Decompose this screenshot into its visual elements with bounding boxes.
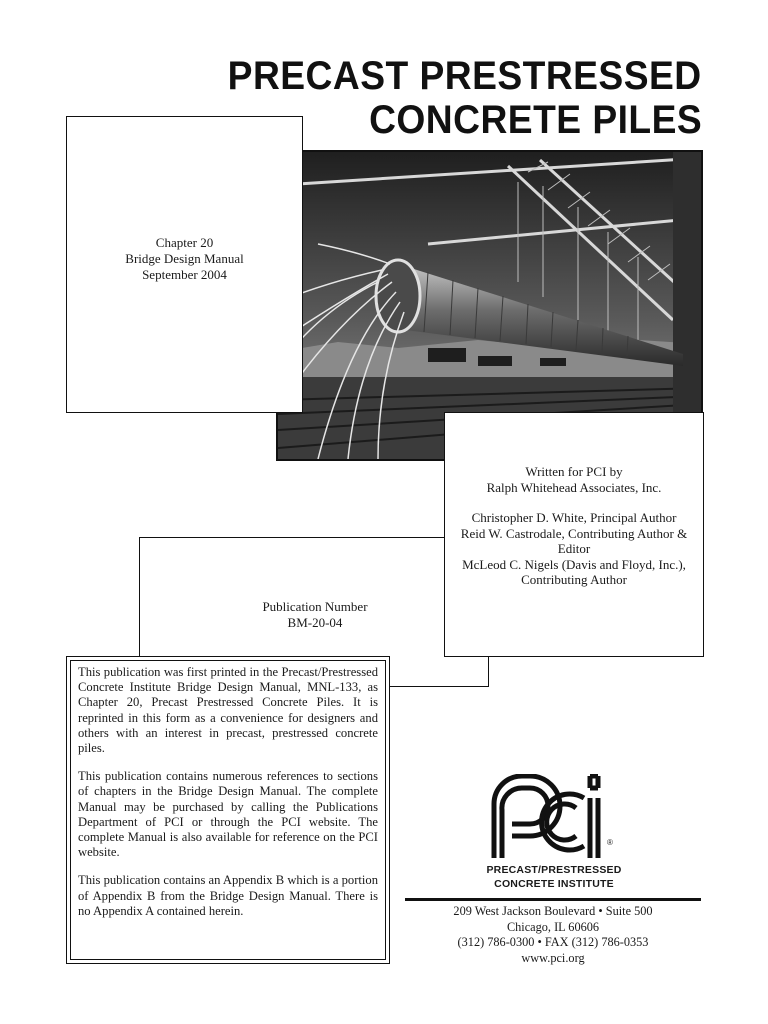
- contributing-author: McLeod C. Nigels (Davis and Floyd, Inc.), Contributing Author: [462, 556, 686, 587]
- publication-date: September 2004: [142, 267, 227, 282]
- registered-mark: ®: [607, 838, 613, 847]
- note-paragraph: This publication contains an Appendix B which is a portion of Appendix B from the Bridge Design Manual. There is no Appendix A contained herein.: [78, 873, 378, 918]
- address-phone: (312) 786-0300 • FAX (312) 786-0353: [457, 935, 649, 949]
- publication-number: BM-20-04: [287, 615, 343, 630]
- address-divider: [405, 898, 701, 901]
- contributing-author-editor: Reid W. Castrodale, Contributing Author & Editor: [460, 525, 688, 556]
- address-website[interactable]: www.pci.org: [521, 950, 585, 965]
- address-city: Chicago, IL 60606: [506, 919, 600, 934]
- chapter-info-box: [66, 116, 303, 413]
- logo-line-2: CONCRETE INSTITUTE: [494, 878, 614, 890]
- address-street: 209 West Jackson Boulevard • Suite 500: [453, 904, 653, 918]
- logo-line-1: PRECAST/PRESTRESSED: [486, 864, 622, 876]
- address-block: [405, 904, 701, 966]
- author-firm: Ralph Whitehead Associates, Inc.: [486, 479, 662, 495]
- pci-logo-mark: [490, 774, 616, 894]
- title-line-2: CONCRETE PILES: [368, 98, 702, 142]
- principal-author: Christopher D. White, Principal Author: [471, 510, 677, 525]
- note-paragraph: This publication was first printed in the Precast/Prestressed Concrete Institute Bridge Design Manual, MNL-133, as Chapter 20, Precast Prestressed Concrete Piles. It is reprinted in this form as a convenience for designers and others with an interest in precast, prestressed concrete piles.: [78, 665, 378, 756]
- chapter-number: Chapter 20: [155, 235, 214, 250]
- title-line-1: PRECAST PRESTRESSED: [228, 54, 702, 98]
- publication-number-label: Publication Number: [262, 599, 368, 614]
- pci-logo: [486, 774, 622, 894]
- note-paragraph: This publication contains numerous references to sections of chapters in the Bridge Design Manual. The complete Manual may be purchased by calling the Publications Department of PCI or through the PCI website. The complete Manual is also available for reference on the PCI website.: [78, 769, 378, 860]
- written-for-label: Written for PCI by: [525, 464, 623, 479]
- publication-note-box: [66, 656, 390, 964]
- manual-name: Bridge Design Manual: [125, 251, 244, 266]
- authors-box: [444, 412, 704, 657]
